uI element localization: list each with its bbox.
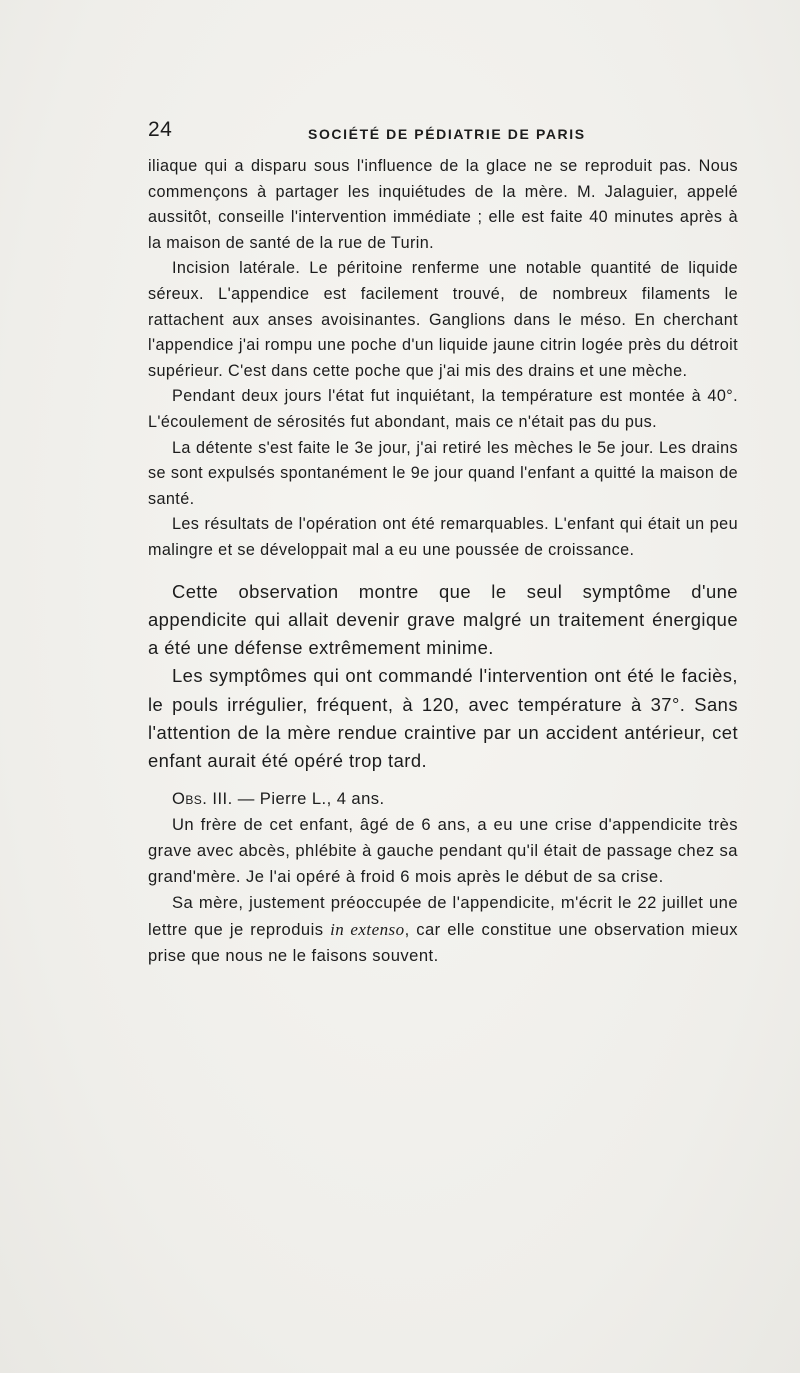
obs-label: Obs. III.: [172, 788, 233, 808]
running-title: SOCIÉTÉ DE PÉDIATRIE DE PARIS: [308, 126, 586, 142]
latin-phrase: in extenso: [330, 919, 405, 939]
paragraph-letter: [148, 890, 738, 969]
observation-commentary: [148, 578, 738, 776]
paragraph-fever: Pendant deux jours l'état fut inquiétant, la température est montée à 40°. L'écoulement de sérosités fut abondant, mais ce n'était pas du pus.: [148, 387, 738, 431]
body-text: [148, 154, 738, 969]
obs-patient: — Pierre L., 4 ans.: [232, 788, 385, 808]
letter-text-end: , car elle constitue une observation mieux prise que nous ne le faisons souvent.: [148, 919, 738, 965]
letter-text-start: Sa mère, justement préoccupée de l'appendicite, m'écrit le 22 juillet une lettre que je reproduis: [148, 893, 738, 939]
page-number: 24: [148, 118, 173, 141]
paragraph-recovery: La détente s'est faite le 3e jour, j'ai retiré les mèches le 5e jour. Les drains se sont expulsés spontanément le 9e jour quand l'enfant a quitté la maison de santé.: [148, 438, 738, 508]
case-narrative: [148, 154, 738, 564]
obs-heading: [148, 786, 738, 812]
paragraph-symptoms: Les symptômes qui ont commandé l'intervention ont été le faciès, le pouls irrégulier, fréquent, à 120, avec température à 37°. Sans l'attention de la mère rendue craintive par un accident antérieur, cet enfant aurait été opéré trop tard.: [148, 665, 738, 772]
section-gap: [148, 564, 738, 578]
paragraph-continuation: iliaque qui a disparu sous l'influence de la glace ne se reproduit pas. Nous commençons à partager les inquiétudes de la mère. M. Jalaguier, appelé aussitôt, conseille l'intervention immédiate ; elle est faite 40 minutes après à la maison de santé de la rue de Turin.: [148, 157, 738, 252]
paragraph-incision: Incision latérale. Le péritoine renferme une notable quantité de liquide séreux. L'appendice est facilement trouvé, de nombreux filaments le rattachent aux anses avoisinantes. Ganglions dans le méso. En cherchant l'appendice j'ai rompu une poche d'un liquide jaune citrin logée près du détroit supérieur. C'est dans cette poche que j'ai mis des drains et une mèche.: [148, 259, 738, 380]
paragraph-brother: Un frère de cet enfant, âgé de 6 ans, a eu une crise d'appendicite très grave avec abcès, phlébite à gauche pendant qu'il était de passage chez sa grand'mère. Je l'ai opéré à froid 6 mois après le début de sa crise.: [148, 814, 738, 887]
paragraph-observation: Cette observation montre que le seul symptôme d'une appendicite qui allait devenir grave malgré un traitement énergique a été une défense extrêmement minime.: [148, 580, 738, 659]
paragraph-results: Les résultats de l'opération ont été remarquables. L'enfant qui était un peu malingre et se développait mal a eu une poussée de croissance.: [148, 515, 738, 559]
observation-three: [148, 786, 738, 969]
page-header: [148, 118, 738, 148]
